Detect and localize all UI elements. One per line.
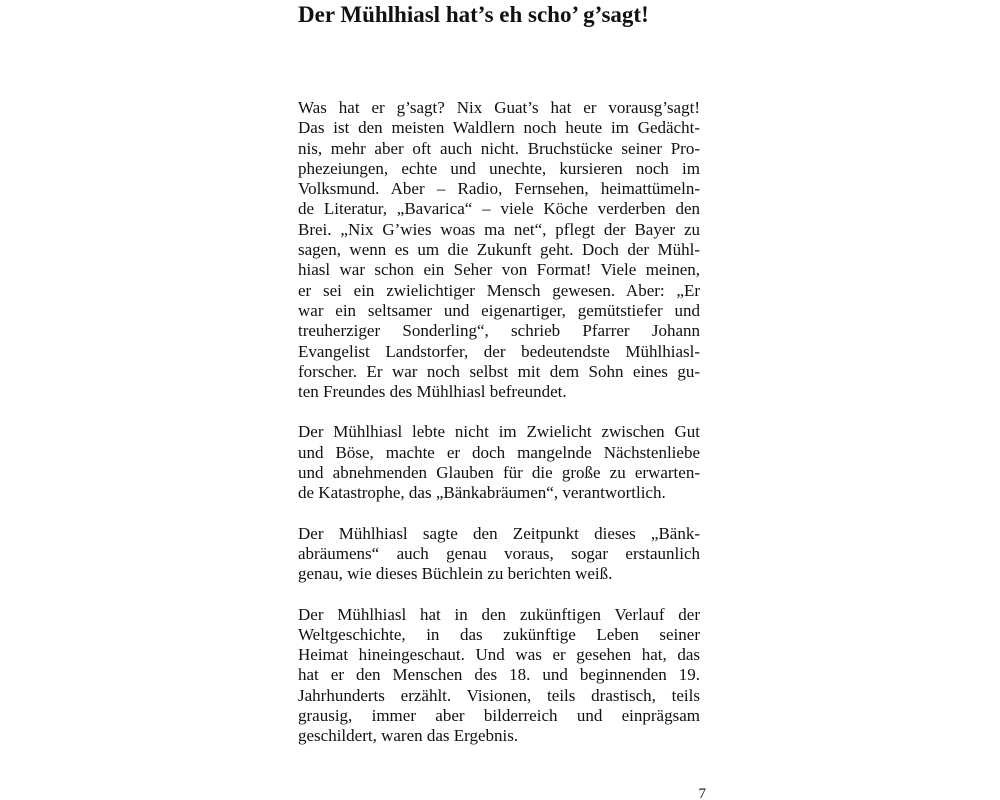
paragraph (298, 524, 700, 585)
paragraph (298, 605, 700, 747)
text-line: sagen, wenn es um die Zukunft geht. Doch der Mühl- (298, 240, 700, 260)
page-number: 7 (698, 786, 706, 800)
text-line: grausig, immer aber bilderreich und einprägsam (298, 706, 700, 726)
body-text (298, 98, 700, 767)
text-line: hat er den Menschen des 18. und beginnenden 19. (298, 665, 700, 685)
paragraph (298, 98, 700, 402)
text-line: de Katastrophe, das „Bänkabräumen“, verantwortlich. (298, 483, 666, 503)
text-line: ten Freundes des Mühlhiasl befreundet. (298, 382, 567, 402)
text-line: Der Mühlhiasl hat in den zukünftigen Verlauf der (298, 604, 700, 624)
text-line: Das ist den meisten Waldlern noch heute im Gedächt- (298, 118, 700, 138)
text-line: Heimat hineingeschaut. Und was er gesehen hat, das (298, 645, 700, 665)
text-line: und abnehmenden Glauben für die große zu erwarten- (298, 463, 700, 483)
text-line: nis, mehr aber oft auch nicht. Bruchstücke seiner Pro- (298, 138, 700, 158)
text-line: hiasl war schon ein Seher von Format! Viele meinen, (298, 260, 700, 280)
text-line: forscher. Er war noch selbst mit dem Sohn eines gu- (298, 361, 700, 381)
text-line: de Literatur, „Bavarica“ – viele Köche verderben den (298, 199, 700, 219)
text-line: Volksmund. Aber – Radio, Fernsehen, heimattümeln- (298, 179, 700, 199)
text-line: Der Mühlhiasl sagte den Zeitpunkt dieses „Bänk- (298, 523, 700, 543)
text-line: abräumens“ auch genau voraus, sogar erstaunlich (298, 543, 700, 563)
text-line: und Böse, machte er doch mangelnde Nächstenliebe (298, 442, 700, 462)
text-line: Weltgeschichte, in das zukünftige Leben seiner (298, 624, 700, 644)
text-line: Was hat er g’sagt? Nix Guat’s hat er vorausg’sagt! (298, 98, 700, 117)
text-line: Der Mühlhiasl lebte nicht im Zwielicht zwischen Gut (298, 422, 700, 442)
text-line: Brei. „Nix G’wies woas ma net“, pflegt der Bayer zu (298, 219, 700, 239)
text-line: treuherziger Sonderling“, schrieb Pfarrer Johann (298, 321, 700, 341)
page-title: Der Mühlhiasl hat’s eh scho’ g’sagt! (298, 2, 649, 27)
paragraph (298, 422, 700, 503)
text-line: Evangelist Landstorfer, der bedeutendste Mühlhiasl- (298, 341, 700, 361)
text-line: Jahrhunderts erzählt. Visionen, teils drastisch, teils (298, 685, 700, 705)
text-line: genau, wie dieses Büchlein zu berichten weiß. (298, 564, 613, 584)
text-line: geschildert, waren das Ergebnis. (298, 726, 519, 746)
text-line: phezeiungen, echte und unechte, kursieren noch im (298, 158, 700, 178)
text-line: er sei ein zwielichtiger Mensch gewesen. Aber: „Er (298, 280, 700, 300)
text-line: war ein seltsamer und eigenartiger, gemütstiefer und (298, 300, 700, 320)
